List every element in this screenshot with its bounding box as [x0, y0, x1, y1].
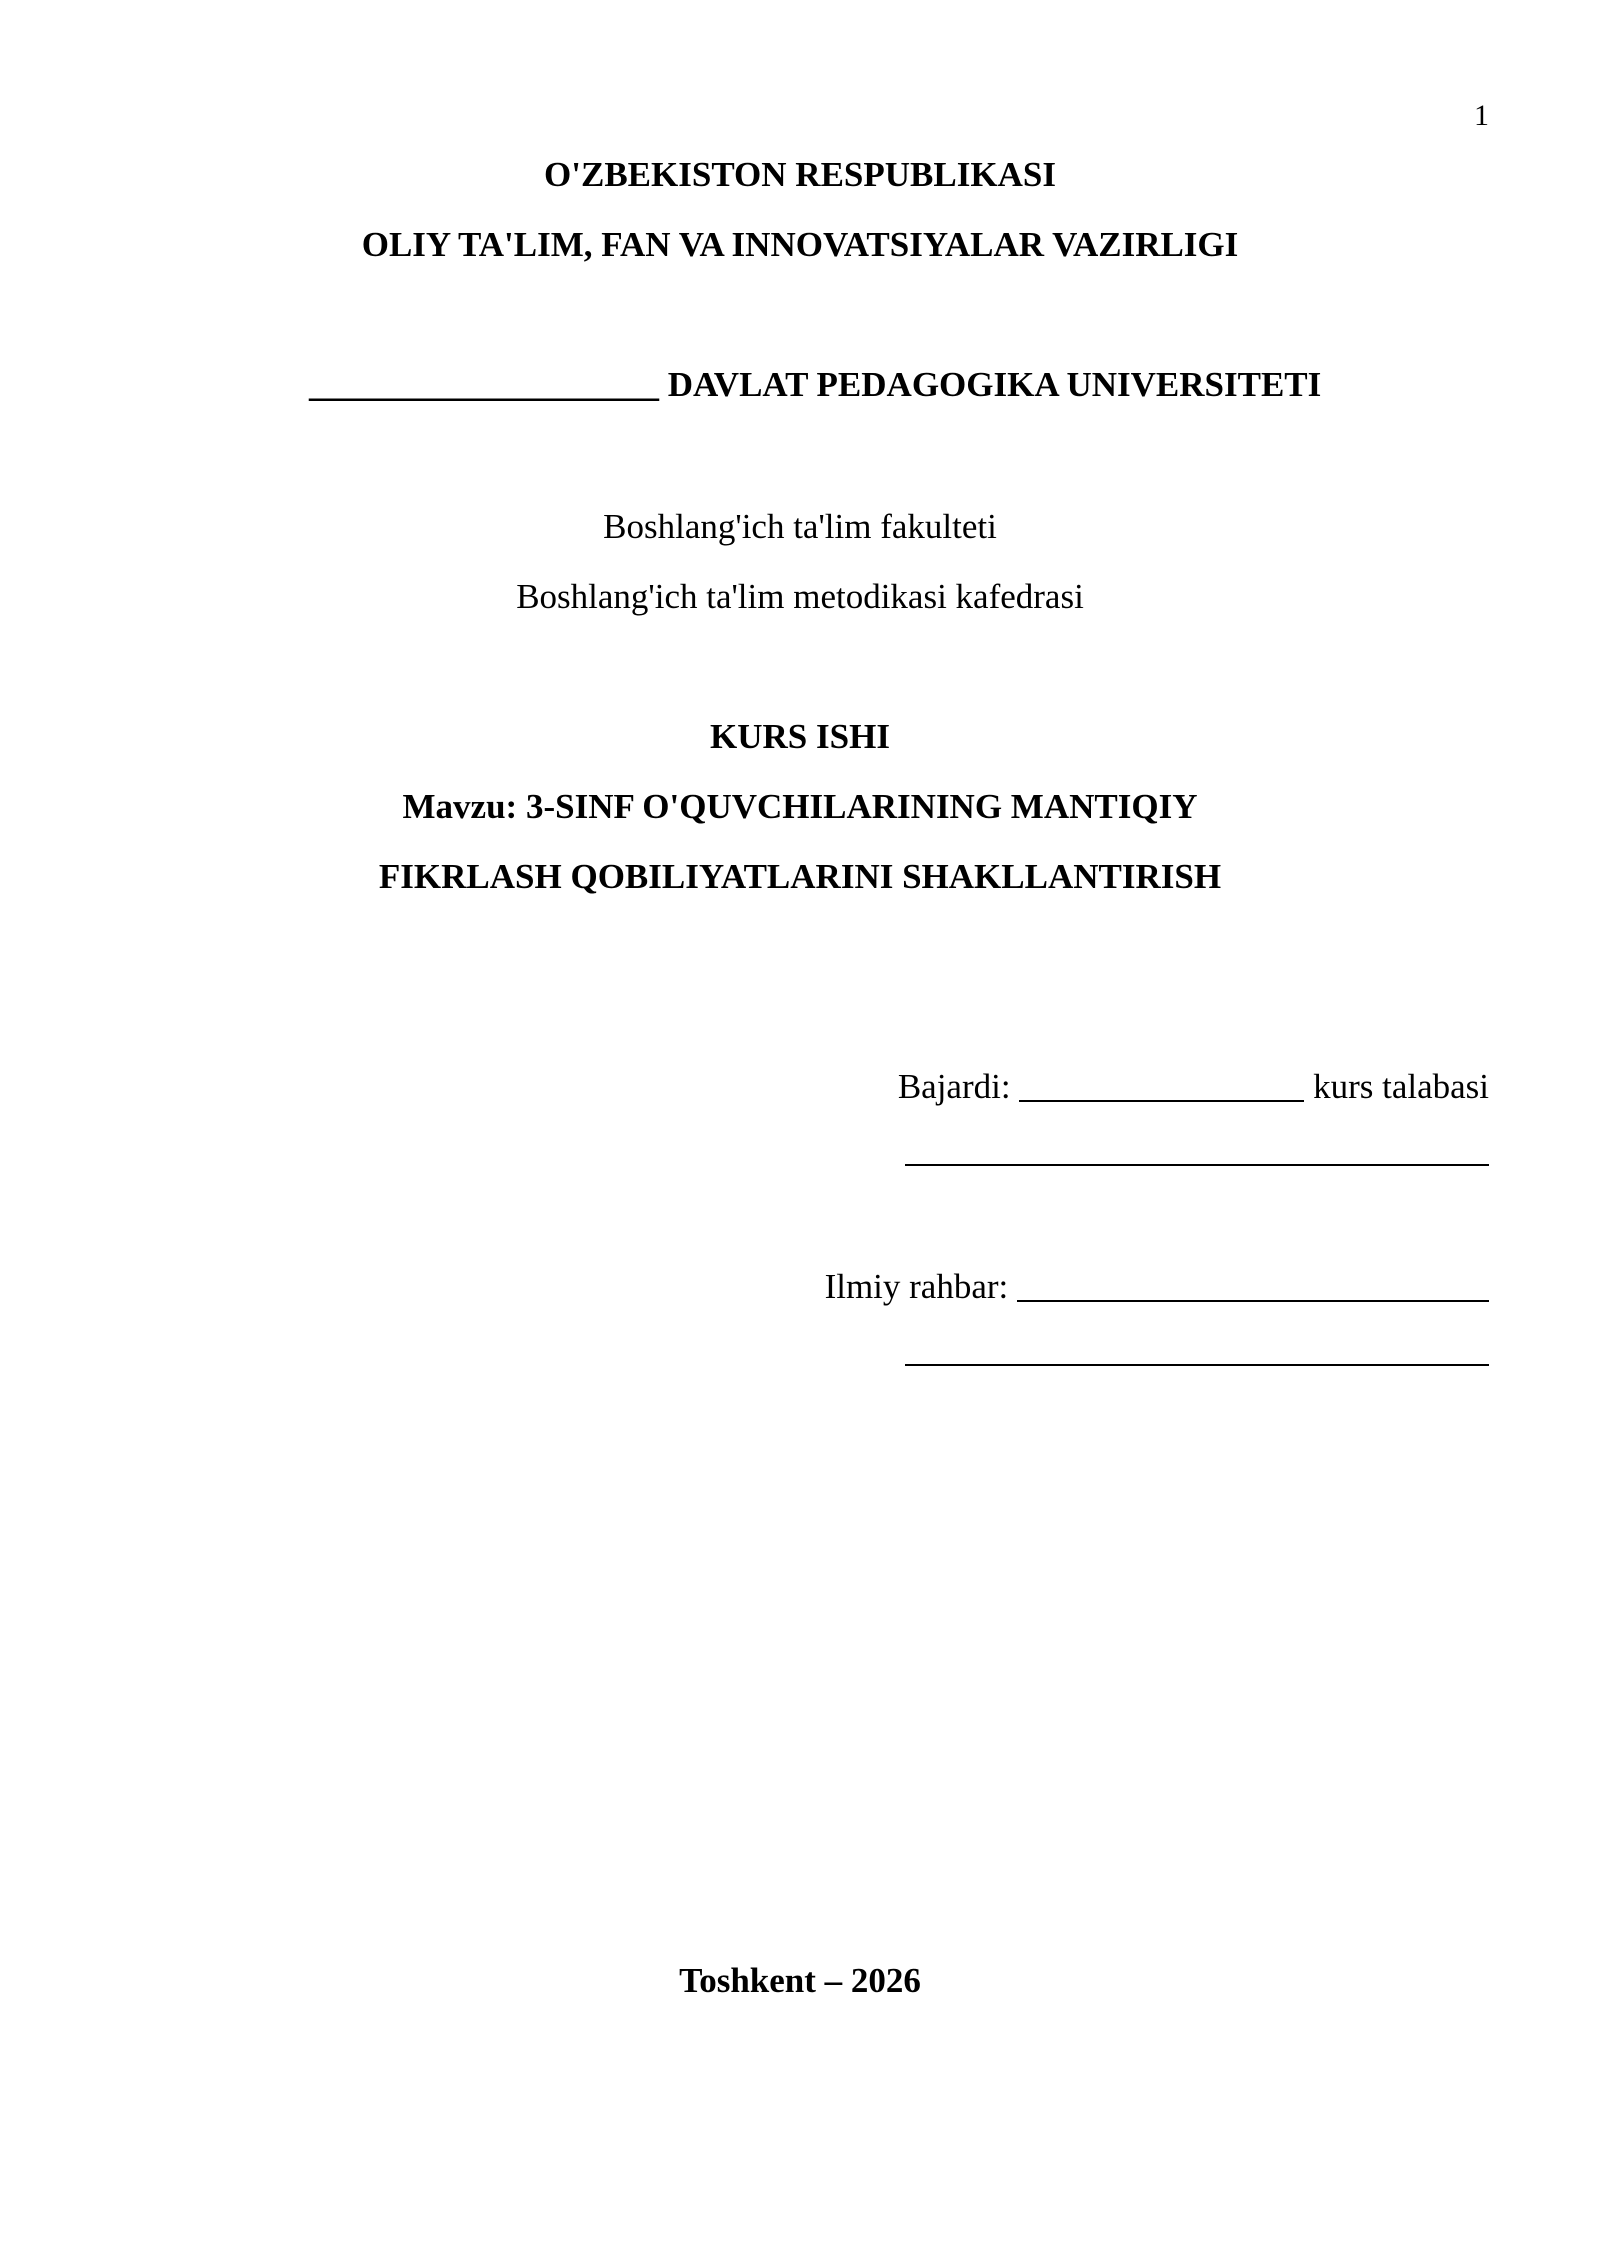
university-name: DAVLAT PEDAGOGIKA UNIVERSITETI: [667, 365, 1322, 404]
ministry-header-line2: OLIY TA'LIM, FAN VA INNOVATSIYALAR VAZIRLIGI: [361, 225, 1239, 264]
supervisor-line: [825, 1266, 1489, 1308]
page-number: 1: [1474, 99, 1489, 132]
performer-suffix: kurs talabasi: [1313, 1067, 1489, 1106]
supervisor-label: Ilmiy rahbar:: [824, 1267, 1009, 1306]
performer-name-blank: [905, 1164, 1489, 1166]
performer-group-blank: [1019, 1070, 1304, 1102]
ministry-header-line1: O'ZBEKISTON RESPUBLIKASI: [544, 155, 1056, 194]
performer-label: Bajardi:: [897, 1067, 1011, 1106]
performer-line: [898, 1066, 1489, 1108]
faculty-name: Boshlang'ich ta'lim fakulteti: [603, 507, 997, 546]
department-name: Boshlang'ich ta'lim metodikasi kafedrasi: [516, 577, 1084, 616]
topic-line1: Mavzu: 3-SINF O'QUVCHILARINING MANTIQIY: [402, 787, 1198, 826]
university-blank: ____________________: [309, 365, 659, 404]
topic-line2: FIKRLASH QOBILIYATLARINI SHAKLLANTIRISH: [378, 857, 1222, 896]
work-type-title: KURS ISHI: [710, 717, 890, 756]
supervisor-name-blank: [1017, 1270, 1489, 1302]
university-line: [309, 364, 1321, 406]
supervisor-extra-blank: [905, 1364, 1489, 1366]
city-year-footer: Toshkent – 2026: [679, 1961, 921, 2000]
